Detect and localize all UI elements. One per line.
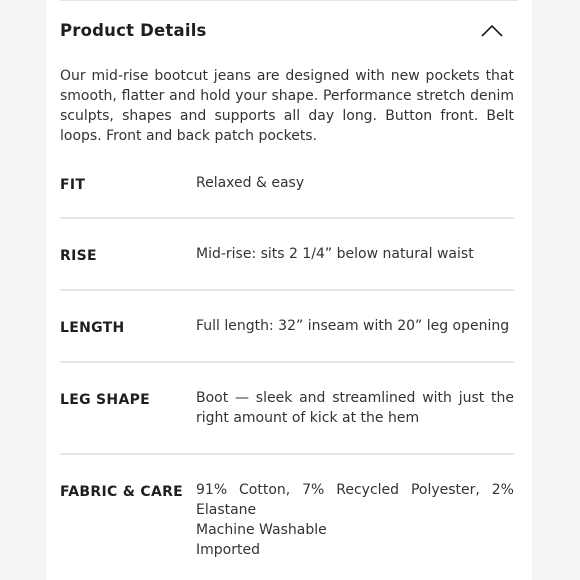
product-details-panel xyxy=(46,0,532,580)
chevron-up-icon[interactable] xyxy=(478,20,506,40)
spec-value: Relaxed & easy xyxy=(196,175,305,191)
product-description: Our mid-rise bootcut jeans are designed with new pockets that smooth, flatter and hold your shape. Performance stretch denim sculpts, shapes and supports all day long. Button front. Belt loops. Front and back patch pockets. xyxy=(60,68,514,144)
accordion-title: Product Details xyxy=(60,20,207,40)
spec-row-rise xyxy=(60,219,514,291)
spec-value-line: 91% Cotton, 7% Recycled Polyester, 2% Elastane xyxy=(196,482,514,518)
spec-label: LENGTH xyxy=(60,320,125,336)
spec-row-leg-shape xyxy=(60,363,514,455)
spec-value xyxy=(196,480,514,560)
spec-label: FABRIC & CARE xyxy=(60,484,184,500)
spec-row-fabric-care xyxy=(60,455,514,560)
spec-row-length xyxy=(60,291,514,363)
spec-value: Mid-rise: sits 2 1/4” below natural waist xyxy=(196,246,474,262)
spec-value: Full length: 32” inseam with 20” leg opening xyxy=(196,318,510,334)
spec-value: Boot — sleek and streamlined with just the right amount of kick at the hem xyxy=(196,390,514,426)
spec-value-line: Machine Washable xyxy=(196,522,327,538)
spec-label: LEG SHAPE xyxy=(60,392,151,408)
spec-row-fit xyxy=(60,146,514,219)
spec-label: FIT xyxy=(60,177,86,193)
accordion-header[interactable] xyxy=(60,1,514,59)
spec-value-line: Imported xyxy=(196,542,260,558)
spec-label: RISE xyxy=(60,248,97,264)
